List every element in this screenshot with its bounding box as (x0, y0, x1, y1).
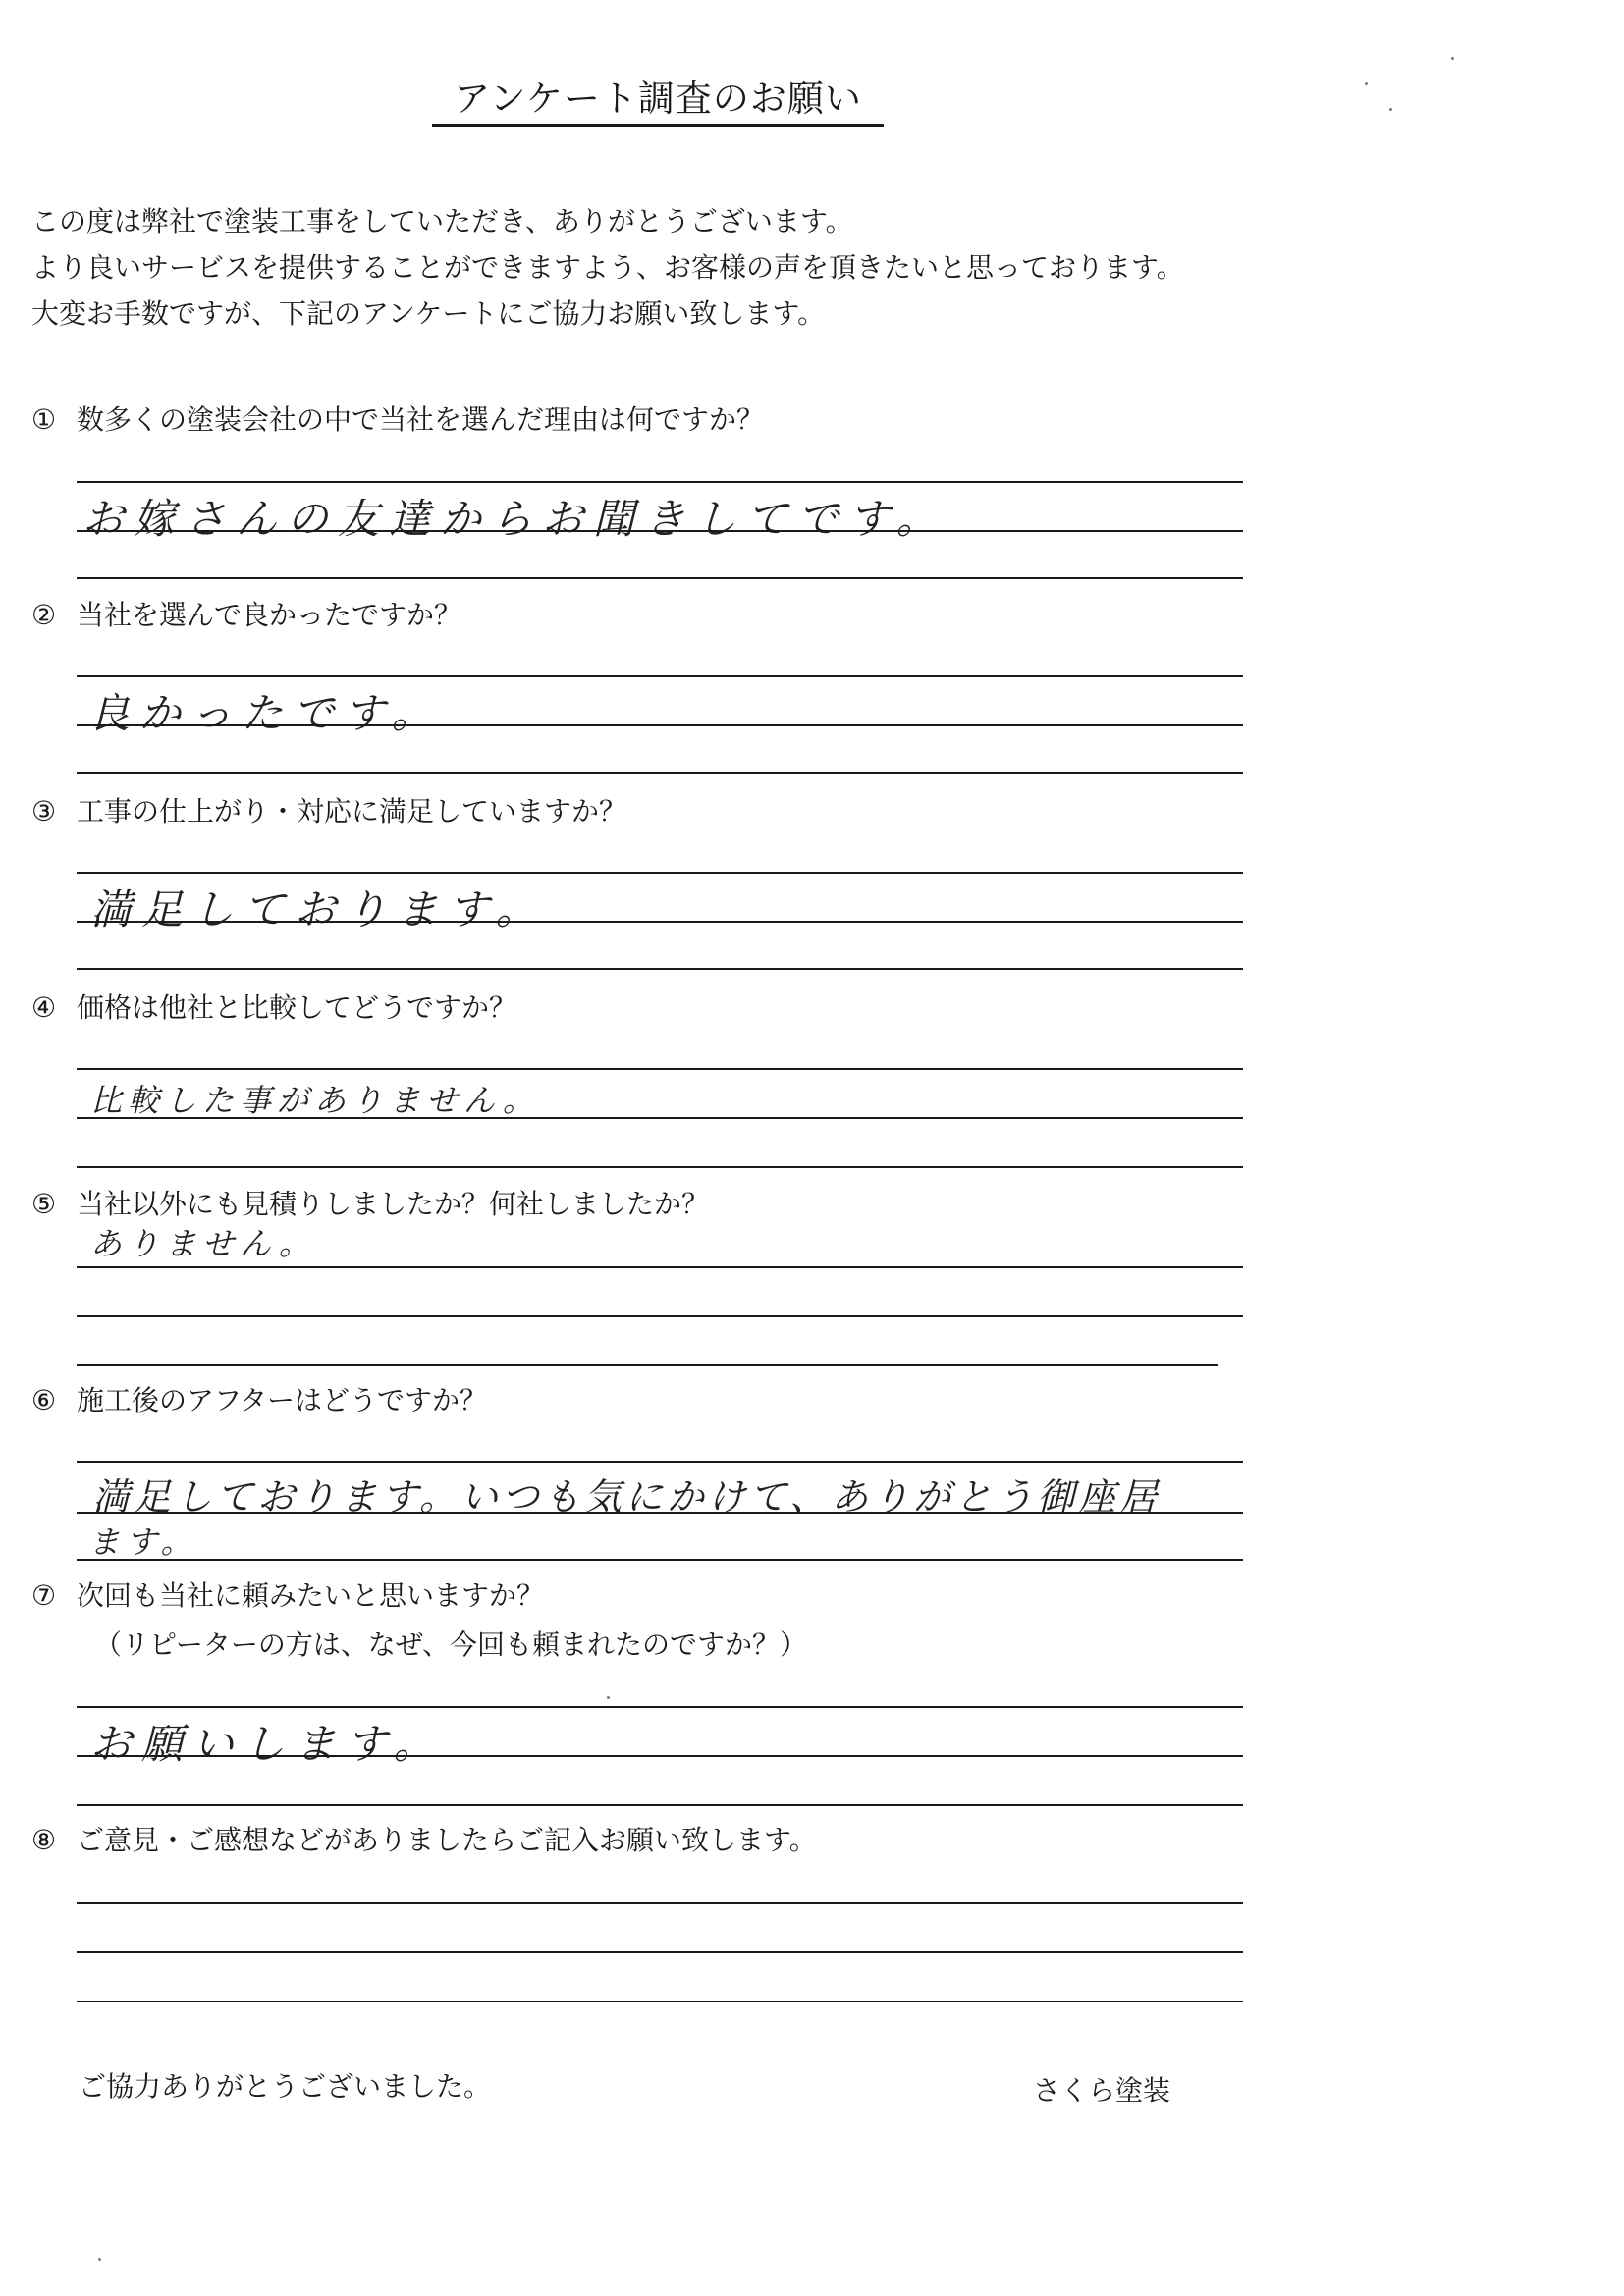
question-text: 数多くの塗装会社の中で当社を選んだ理由は何ですか？ (77, 403, 765, 436)
page-title: アンケート調査のお願い (432, 69, 884, 127)
intro-line: 大変お手数ですが、下記のアンケートにご協力お願い致します。 (31, 297, 826, 330)
answer-line (77, 921, 1243, 923)
question-text: 次回も当社に頼みたいと思いますか？ (77, 1579, 545, 1612)
answer-line (77, 872, 1243, 874)
question-8 (31, 1819, 817, 1858)
question-text: 当社以外にも見積りしましたか？何社しましたか？ (77, 1188, 710, 1220)
question-number: ⑤ (31, 1188, 57, 1220)
question-number: ⑥ (31, 1384, 57, 1416)
answer-line (77, 1804, 1243, 1806)
answer-line (77, 675, 1243, 677)
answer-5: ありません。 (90, 1225, 316, 1262)
question-number: ⑧ (31, 1824, 57, 1856)
intro-text (31, 198, 1184, 337)
question-2 (31, 594, 461, 633)
answer-line (77, 1364, 1218, 1366)
question-1 (31, 399, 764, 438)
answer-line (77, 1461, 1243, 1463)
intro-line: より良いサービスを提供することができますよう、お客様の声を頂きたいと思っております。 (31, 251, 1184, 284)
question-7-subtext: （リピーターの方は、なぜ、今回も頼まれたのですか？） (94, 1629, 808, 1661)
answer-line (77, 1559, 1243, 1561)
question-5 (31, 1183, 709, 1222)
answer-line (77, 1266, 1243, 1268)
question-6 (31, 1379, 487, 1418)
answer-line (77, 2001, 1243, 2002)
thanks-text: ご協力ありがとうございました。 (79, 2070, 492, 2103)
question-number: ③ (31, 795, 57, 828)
answer-line (77, 481, 1243, 483)
question-text: ご意見・ご感想などがありましたらご記入お願い致します。 (77, 1824, 817, 1856)
scan-speck (1365, 82, 1368, 85)
answer-line (77, 577, 1243, 579)
answer-line (77, 1315, 1243, 1317)
answer-6: 満足しております。いつも気にかけて、ありがとう御座居 (92, 1475, 1162, 1519)
answer-line (77, 1755, 1243, 1757)
question-number: ④ (31, 991, 57, 1024)
answer-line (77, 1166, 1243, 1168)
answer-2: 良かったです。 (88, 689, 443, 737)
question-text: 当社を選んで良かったですか？ (77, 599, 462, 631)
question-text: 施工後のアフターはどうですか？ (77, 1384, 488, 1416)
intro-line: この度は弊社で塗装工事をしていただき、ありがとうございます。 (31, 205, 853, 238)
answer-7: お願いします。 (90, 1720, 445, 1768)
question-number: ① (31, 403, 57, 436)
question-4 (31, 987, 516, 1026)
question-text: 価格は他社と比較してどうですか？ (77, 991, 517, 1024)
question-number: ② (31, 599, 57, 631)
answer-line (77, 1706, 1243, 1708)
answer-line (77, 1512, 1243, 1514)
answer-line (77, 1068, 1243, 1070)
question-3 (31, 790, 626, 829)
question-number: ⑦ (31, 1579, 57, 1612)
answer-line (77, 1951, 1243, 1953)
question-7 (31, 1575, 544, 1614)
answer-line (77, 1117, 1243, 1119)
answer-line (77, 968, 1243, 970)
answer-4: 比較した事がありません。 (90, 1082, 540, 1119)
answer-line (77, 724, 1243, 726)
answer-line (77, 530, 1243, 532)
question-text: 工事の仕上がり・対応に満足していますか？ (77, 795, 627, 828)
answer-6-continued: ます。 (88, 1523, 198, 1561)
answer-1: お嫁さんの友達からお聞きしてです。 (82, 495, 947, 543)
answer-line (77, 772, 1243, 774)
answer-3: 満足しております。 (90, 885, 547, 934)
company-name: さくら塗装 (1033, 2074, 1171, 2107)
scan-speck (1451, 57, 1454, 60)
scan-speck (98, 2258, 101, 2261)
answer-line (77, 1902, 1243, 1904)
scan-speck (1389, 108, 1392, 111)
scan-speck (607, 1696, 610, 1699)
